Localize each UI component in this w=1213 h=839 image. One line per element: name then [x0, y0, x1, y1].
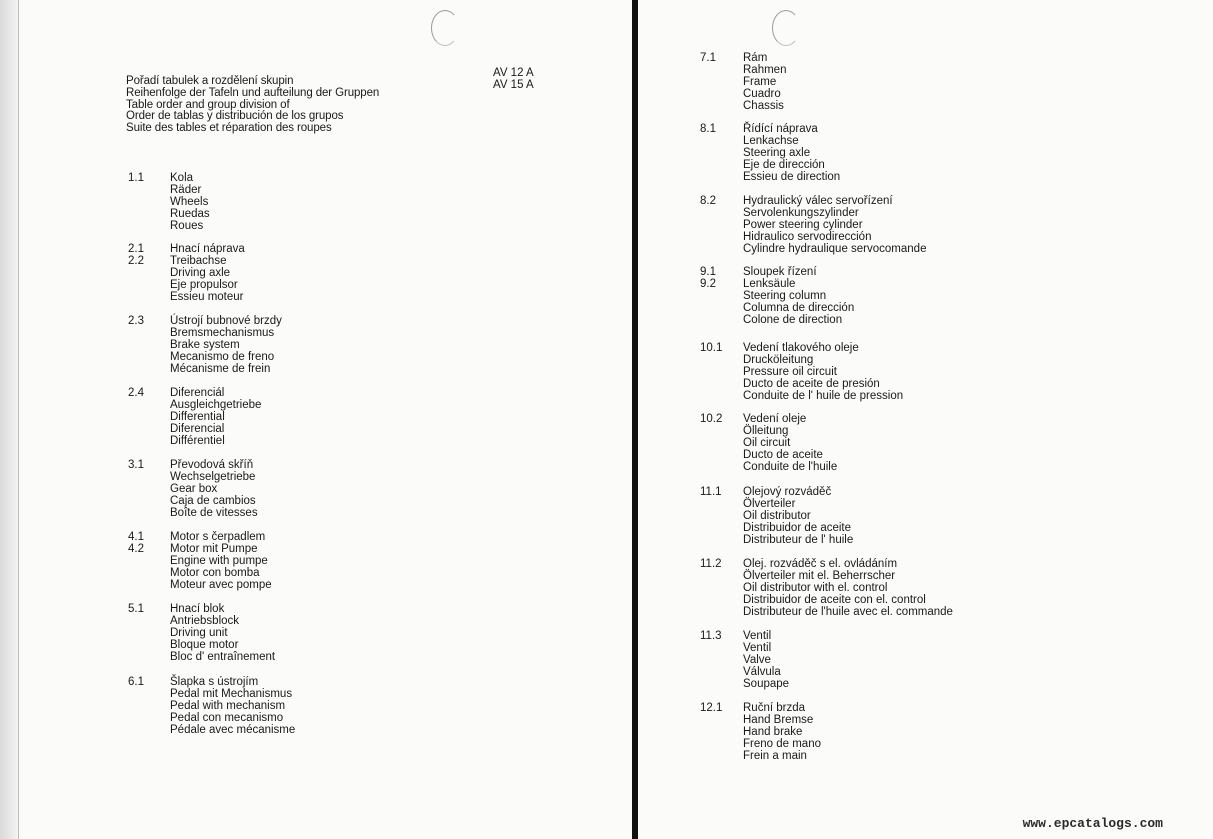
- group-code: 2.3: [128, 315, 144, 327]
- group-name: Power steering cylinder: [743, 219, 863, 231]
- model-av12a: AV 12 A: [493, 67, 534, 79]
- group-name: Diferencial: [170, 423, 225, 435]
- group-name: Gear box: [170, 483, 218, 495]
- group-codes: [128, 459, 144, 471]
- group-code: 10.1: [700, 342, 723, 354]
- group-name: Antriebsblock: [170, 615, 240, 627]
- group-name: Hnací náprava: [170, 243, 245, 255]
- group-code: 4.1: [128, 531, 144, 543]
- group-codes: [700, 702, 722, 714]
- left-page-edge: [0, 0, 19, 839]
- group-name: Columna de dirección: [743, 302, 855, 314]
- group-codes: [700, 486, 722, 498]
- group-name: Cuadro: [743, 88, 781, 100]
- group-codes: [700, 123, 716, 135]
- group-codes: [700, 195, 716, 207]
- group-name: Ölleitung: [743, 425, 789, 437]
- group-name: Ventil: [743, 630, 772, 642]
- group-code: 6.1: [128, 676, 144, 688]
- group-names: [170, 603, 275, 663]
- group-code: 9.1: [700, 266, 716, 278]
- heading-line-cz: Pořadí tabulek a rozdělení skupin: [126, 75, 294, 87]
- group-name: Distributeur de l'huile avec el. commande: [743, 606, 953, 618]
- group-name: Ruční brzda: [743, 702, 806, 714]
- group-names: [743, 123, 840, 183]
- group-name: Conduite de l'huile: [743, 461, 838, 473]
- group-name: Ölverteiler: [743, 498, 796, 510]
- group-codes: [700, 52, 716, 64]
- group-code: 11.3: [700, 630, 722, 642]
- group-codes: [128, 243, 144, 267]
- group-names: [170, 459, 258, 519]
- group-name: Hand Bremse: [743, 714, 814, 726]
- group-name: Kola: [170, 172, 194, 184]
- watermark: www.epcatalogs.com: [1022, 816, 1163, 831]
- group-codes: [128, 603, 144, 615]
- group-name: Essieu de direction: [743, 171, 841, 183]
- group-name: Distribuidor de aceite: [743, 522, 852, 534]
- group-code: 8.1: [700, 123, 716, 135]
- group-name: Boîte de vitesses: [170, 507, 258, 519]
- model-designation: [493, 68, 534, 92]
- group-name: Pedal con mecanismo: [170, 712, 284, 724]
- group-name: Vedení oleje: [743, 413, 807, 425]
- group-name: Wheels: [170, 196, 209, 208]
- group-code: 11.1: [700, 486, 722, 498]
- group-name: Steering axle: [743, 147, 811, 159]
- group-name: Caja de cambios: [170, 495, 256, 507]
- group-names: [743, 195, 926, 255]
- group-name: Oil circuit: [743, 437, 791, 449]
- group-name: Driving unit: [170, 627, 228, 639]
- group-name: Hand brake: [743, 726, 803, 738]
- group-name: Eje de dirección: [743, 159, 825, 171]
- group-name: Převodová skříň: [170, 459, 254, 471]
- group-name: Differential: [170, 411, 225, 423]
- group-names: [743, 266, 854, 326]
- group-names: [743, 486, 853, 546]
- group-codes: [700, 266, 716, 290]
- group-name: Olej. rozváděč s el. ovládáním: [743, 558, 898, 570]
- group-name: Ölverteiler mit el. Beherrscher: [743, 570, 896, 582]
- heading-line-de: Reihenfolge der Tafeln und aufteilung der Gruppen: [126, 86, 380, 99]
- group-name: Motor mit Pumpe: [170, 543, 258, 555]
- group-names: [170, 172, 210, 232]
- right-page: [638, 0, 1213, 839]
- group-codes: [700, 630, 722, 642]
- group-name: Pedal with mechanism: [170, 700, 286, 712]
- group-name: Pedal mit Mechanismus: [170, 688, 293, 700]
- group-name: Conduite de l' huile de pression: [743, 390, 904, 402]
- group-code: 3.1: [128, 459, 144, 471]
- group-names: [170, 243, 245, 303]
- group-names: [743, 630, 789, 690]
- group-code: 2.2: [128, 255, 144, 267]
- group-name: Distributeur de l' huile: [743, 534, 854, 546]
- group-name: Mecanismo de freno: [170, 351, 275, 363]
- group-code: 12.1: [700, 702, 723, 714]
- group-name: Bremsmechanismus: [170, 327, 275, 339]
- group-name: Frein a main: [743, 750, 807, 762]
- group-name: Diferenciál: [170, 387, 225, 399]
- punch-hole-mark: [431, 10, 459, 46]
- group-name: Oil distributor: [743, 510, 811, 522]
- group-code: 5.1: [128, 603, 144, 615]
- group-name: Lenkachse: [743, 135, 799, 147]
- group-code: 8.2: [700, 195, 716, 207]
- group-name: Treibachse: [170, 255, 227, 267]
- group-name: Mécanisme de frein: [170, 363, 271, 375]
- group-name: Ruedas: [170, 208, 210, 220]
- group-codes: [128, 531, 144, 555]
- group-name: Wechselgetriebe: [170, 471, 256, 483]
- group-name: Rahmen: [743, 64, 787, 76]
- group-name: Drucköleitung: [743, 354, 814, 366]
- group-name: Chassis: [743, 100, 784, 112]
- group-name: Šlapka s ústrojím: [170, 676, 259, 688]
- table-order-heading: [126, 76, 379, 135]
- group-name: Steering column: [743, 290, 827, 302]
- group-code: 2.1: [128, 243, 144, 255]
- group-name: Cylindre hydraulique servocomande: [743, 243, 927, 255]
- group-code: 11.2: [700, 558, 722, 570]
- group-name: Hydraulický válec servořízení: [743, 195, 893, 207]
- group-code: 4.2: [128, 543, 144, 555]
- group-names: [170, 387, 261, 447]
- group-name: Oil distributor with el. control: [743, 582, 888, 594]
- group-names: [743, 558, 953, 618]
- group-name: Vedení tlakového oleje: [743, 342, 859, 354]
- group-name: Brake system: [170, 339, 240, 351]
- group-name: Roues: [170, 220, 204, 232]
- group-codes: [700, 342, 722, 354]
- group-name: Lenksäule: [743, 278, 796, 290]
- group-name: Moteur avec pompe: [170, 579, 272, 591]
- group-name: Driving axle: [170, 267, 231, 279]
- group-name: Distribuidor de aceite con el. control: [743, 594, 926, 606]
- model-av15a: AV 15 A: [493, 78, 534, 91]
- punch-hole-mark: [772, 10, 800, 46]
- group-names: [743, 413, 837, 473]
- group-name: Olejový rozváděč: [743, 486, 832, 498]
- group-name: Rám: [743, 52, 768, 64]
- group-name: Valve: [743, 654, 771, 666]
- group-name: Ducto de aceite: [743, 449, 823, 461]
- group-name: Ventil: [743, 642, 772, 654]
- group-names: [743, 342, 903, 402]
- group-codes: [700, 558, 722, 570]
- group-name: Motor con bomba: [170, 567, 260, 579]
- group-code: 1.1: [128, 172, 144, 184]
- group-name: Motor s čerpadlem: [170, 531, 266, 543]
- group-codes: [128, 315, 144, 327]
- group-code: 7.1: [700, 52, 716, 64]
- group-name: Řídící náprava: [743, 123, 818, 135]
- group-names: [170, 531, 272, 591]
- group-name: Pédale avec mécanisme: [170, 724, 296, 736]
- group-name: Hidraulico servodirección: [743, 231, 872, 243]
- group-name: Ústrojí bubnové brzdy: [170, 315, 282, 327]
- group-name: Ducto de aceite de presión: [743, 378, 880, 390]
- heading-line-es: Order de tablas y distribución de los grupos: [126, 110, 344, 123]
- heading-line-fr: Suite des tables et réparation des roupes: [126, 122, 332, 135]
- group-name: Frame: [743, 76, 777, 88]
- group-name: Bloc d' entraînement: [170, 651, 276, 663]
- group-code: 9.2: [700, 278, 716, 290]
- group-names: [170, 676, 295, 736]
- group-codes: [128, 172, 144, 184]
- group-name: Sloupek řízení: [743, 266, 817, 278]
- group-name: Bloque motor: [170, 639, 239, 651]
- group-name: Pressure oil circuit: [743, 366, 837, 378]
- group-names: [170, 315, 282, 375]
- group-names: [743, 702, 821, 762]
- group-name: Servolenkungszylinder: [743, 207, 859, 219]
- group-codes: [128, 387, 144, 399]
- group-name: Essieu moteur: [170, 291, 244, 303]
- heading-line-en: Table order and group division of: [126, 98, 290, 111]
- group-name: Räder: [170, 184, 202, 196]
- group-name: Freno de mano: [743, 738, 821, 750]
- group-names: [743, 52, 786, 112]
- group-codes: [128, 676, 144, 688]
- group-name: Eje propulsor: [170, 279, 238, 291]
- group-name: Différentiel: [170, 435, 225, 447]
- group-name: Engine with pumpe: [170, 555, 268, 567]
- group-name: Hnací blok: [170, 603, 225, 615]
- group-code: 2.4: [128, 387, 144, 399]
- group-name: Ausgleichgetriebe: [170, 399, 262, 411]
- group-name: Colone de direction: [743, 314, 843, 326]
- group-name: Válvula: [743, 666, 781, 678]
- group-code: 10.2: [700, 413, 723, 425]
- group-codes: [700, 413, 722, 425]
- group-name: Soupape: [743, 678, 790, 690]
